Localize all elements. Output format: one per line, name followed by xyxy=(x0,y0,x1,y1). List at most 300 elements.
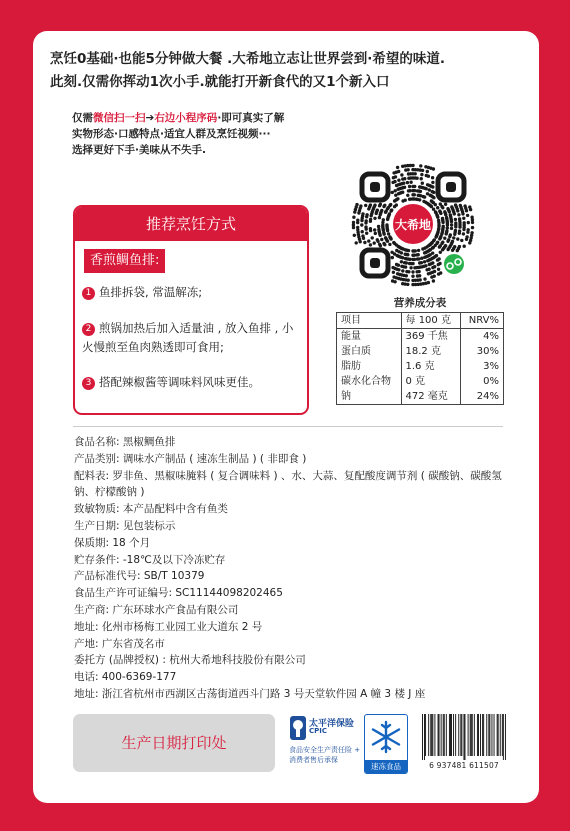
barcode-bar xyxy=(461,714,462,756)
info-line: 电话: 400-6369-177 xyxy=(74,671,177,684)
info-line: 贮存条件: -18℃及以下冷冻贮存 xyxy=(74,553,226,566)
qr-dot xyxy=(403,186,406,189)
step-text: 鱼排拆袋, 常温解冻; xyxy=(99,285,203,299)
qr-dot xyxy=(446,226,449,229)
barcode-bar xyxy=(441,714,442,756)
qr-dot xyxy=(420,177,423,180)
table-header-row xyxy=(337,313,504,329)
qr-dot xyxy=(411,279,414,282)
cpic-line-1: 食品安全生产责任险 + xyxy=(289,746,361,754)
qr-dot xyxy=(432,279,435,282)
qr-dot xyxy=(466,214,469,217)
qr-dot xyxy=(356,219,359,222)
qr-dot xyxy=(420,257,423,260)
qr-dot xyxy=(364,225,367,228)
qr-dot xyxy=(450,220,453,223)
qr-dot xyxy=(384,236,387,239)
table-row xyxy=(337,374,504,389)
qr-dot xyxy=(390,208,393,211)
qr-dot xyxy=(436,216,439,219)
qr-dot xyxy=(405,270,408,273)
scan-instructions xyxy=(72,110,332,158)
qr-dot xyxy=(420,173,423,176)
qr-dot xyxy=(456,209,459,212)
qr-dot xyxy=(404,199,407,202)
qr-dot xyxy=(434,235,437,238)
qr-dot xyxy=(369,203,372,206)
nutrition-facts xyxy=(336,294,504,405)
barcode-bar xyxy=(491,714,492,756)
nutrition-title: 营养成分表 xyxy=(393,297,447,309)
qr-dot xyxy=(427,272,430,275)
qr-dot xyxy=(373,217,376,220)
qr-dot xyxy=(423,277,426,280)
qr-dot xyxy=(448,210,451,213)
info-line: 生产日期: 见包装标示 xyxy=(74,519,176,532)
barcode-bar xyxy=(460,714,461,756)
barcode-bar xyxy=(432,714,433,756)
cpic-name: 太平洋保险 xyxy=(309,719,355,729)
qr-dot xyxy=(401,191,404,194)
table-row xyxy=(337,344,504,359)
qr-dot xyxy=(416,274,419,277)
barcode-bar xyxy=(500,714,501,756)
qr-dot xyxy=(431,176,434,179)
qr-dot xyxy=(432,191,435,194)
qr-dot xyxy=(438,245,441,248)
qr-dot xyxy=(404,257,407,260)
recipe-step xyxy=(82,373,304,392)
qr-dot xyxy=(378,243,381,246)
qr-dot xyxy=(380,238,383,241)
table-cell: 3% xyxy=(461,359,504,374)
qr-dot xyxy=(418,261,421,264)
barcode-bar xyxy=(472,714,473,756)
info-line: 地址: 浙江省杭州市西湖区古荡街道西斗门路 3 号天堂软件园 A 幢 3 楼 J 座 xyxy=(74,687,426,700)
step-number: 3 xyxy=(82,377,95,390)
info-line: 地址: 化州市杨梅工业园工业大道东 2 号 xyxy=(74,620,263,633)
barcode-bar xyxy=(446,714,447,756)
snowflake-icon xyxy=(365,715,407,759)
qr-dot xyxy=(364,204,367,207)
qr-dot xyxy=(454,225,457,228)
qr-dot xyxy=(380,209,383,212)
qr-dot xyxy=(448,235,451,238)
table-cell: 472 毫克 xyxy=(401,389,461,405)
table-row xyxy=(337,389,504,405)
table-cell: 碳水化合物 xyxy=(337,374,402,389)
qr-dot xyxy=(436,258,439,261)
cpic-abbr: CPIC xyxy=(309,727,328,735)
qr-dot xyxy=(411,283,414,286)
qr-dot xyxy=(385,223,388,226)
qr-dot xyxy=(450,223,453,226)
qr-dot xyxy=(401,282,404,285)
barcode-bar xyxy=(478,714,479,756)
qr-brand-text: 大希地 xyxy=(394,218,432,232)
qr-dot xyxy=(400,173,403,176)
barcode-bar xyxy=(483,714,484,756)
qr-dot xyxy=(458,225,461,228)
table-row xyxy=(337,359,504,374)
qr-dot xyxy=(432,196,435,199)
qr-dot xyxy=(462,217,465,220)
info-line: 配料表: 罗非鱼、黑椒味腌料 ( 复合调味料 ) 、水、大蒜、复配酸度调节剂 ( 碳酸钠、碳酸氢钠、柠檬酸钠 ) xyxy=(74,469,502,499)
qr-dot xyxy=(392,271,395,274)
step-text: 煎锅加热后加入适量油 , 放入鱼排 , 小火慢煎至鱼肉熟透即可食用; xyxy=(82,321,294,354)
frozen-food-label: 速冻食品 xyxy=(365,760,407,773)
qr-dot xyxy=(378,216,381,219)
barcode-bar xyxy=(465,714,466,760)
qr-dot xyxy=(374,232,377,235)
info-line: 致敏物质: 本产品配料中含有鱼类 xyxy=(74,503,228,516)
qr-dot xyxy=(403,177,406,180)
qr-dot xyxy=(463,221,466,224)
qr-dot xyxy=(437,272,440,275)
table-cell: 1.6 克 xyxy=(401,359,461,374)
qr-dot xyxy=(461,212,464,215)
info-line: 食品生产许可证编号: SC11144098202465 xyxy=(74,587,283,600)
table-cell: 能量 xyxy=(337,329,402,345)
barcode-bar xyxy=(458,714,459,756)
qr-dot xyxy=(451,249,454,252)
qr-dot xyxy=(452,236,455,239)
qr-dot xyxy=(416,257,419,260)
barcode-bar xyxy=(431,714,432,756)
qr-dot xyxy=(446,248,449,251)
qr-dot xyxy=(360,223,363,226)
finder-bottom-left-icon xyxy=(362,250,388,276)
qr-dot xyxy=(376,209,379,212)
qr-dot xyxy=(365,219,368,222)
qr-dot xyxy=(395,203,398,206)
qr-dot xyxy=(355,203,358,206)
barcode-bar xyxy=(434,714,435,756)
qr-dot xyxy=(431,181,434,184)
qr-dot xyxy=(441,221,444,224)
qr-dot xyxy=(408,185,411,188)
recipe-step xyxy=(82,283,304,302)
qr-dot xyxy=(367,239,370,242)
qr-dot xyxy=(365,232,368,235)
scan-line-3: 选择更好下手·美味从不失手. xyxy=(72,144,206,156)
production-date-print-area: 生产日期打印处 xyxy=(73,714,275,772)
qr-dot xyxy=(463,245,466,248)
qr-dot xyxy=(441,206,444,209)
barcode-bar xyxy=(488,714,489,756)
info-line: 委托方 (品牌授权) : 杭州大希地科技股份有限公司 xyxy=(74,654,306,667)
qr-dot xyxy=(397,179,400,182)
qr-dot xyxy=(467,221,470,224)
qr-dot xyxy=(418,198,421,201)
qr-dot xyxy=(438,237,441,240)
qr-dot xyxy=(413,189,416,192)
qr-dot xyxy=(471,221,474,224)
qr-dot xyxy=(369,218,372,221)
qr-dot xyxy=(361,212,364,215)
qr-dot xyxy=(388,243,391,246)
qr-dot xyxy=(462,228,465,231)
qr-dot xyxy=(431,185,434,188)
qr-dot xyxy=(390,251,393,254)
qr-dot xyxy=(352,216,355,219)
qr-dot xyxy=(377,225,380,228)
qr-dot xyxy=(446,222,449,225)
qr-dot xyxy=(462,232,465,235)
qr-dot xyxy=(369,227,372,230)
qr-dot xyxy=(400,265,403,268)
qr-dot xyxy=(423,251,426,254)
barcode-bar xyxy=(486,714,487,756)
qr-dot xyxy=(469,208,472,211)
qr-dot xyxy=(471,226,474,229)
table-cell: 脂肪 xyxy=(337,359,402,374)
qr-dot xyxy=(415,177,418,180)
qr-dot xyxy=(395,263,398,266)
scan-wechat: 微信扫一扫 xyxy=(93,112,146,124)
qr-dot xyxy=(408,262,411,265)
qr-dot xyxy=(361,234,364,237)
qr-dot xyxy=(391,266,394,269)
barcode-bar xyxy=(453,714,454,756)
table-cell: 钠 xyxy=(337,389,402,405)
qr-dot xyxy=(458,232,461,235)
qr-dot xyxy=(353,234,356,237)
qr-dot xyxy=(365,213,368,216)
scan-line-2: 实物形态·口感特点·适宜人群及烹饪视频··· xyxy=(72,128,271,140)
qr-dot xyxy=(411,249,414,252)
qr-dot xyxy=(382,218,385,221)
qr-dot xyxy=(355,241,358,244)
barcode-bar xyxy=(482,714,483,756)
info-line: 产品标准代号: SB/T 10379 xyxy=(74,570,205,583)
barcode-bar xyxy=(443,714,444,756)
qr-dot xyxy=(446,240,449,243)
barcode-bar xyxy=(439,714,440,756)
finder-top-left-icon xyxy=(362,174,388,200)
table-cell: 0 克 xyxy=(401,374,461,389)
qr-dot xyxy=(411,275,414,278)
step-number: 1 xyxy=(82,287,95,300)
qr-dot xyxy=(453,212,456,215)
barcode-bar xyxy=(474,714,475,756)
qr-dot xyxy=(443,237,446,240)
qr-dot xyxy=(396,166,399,169)
qr-dot xyxy=(392,241,395,244)
qr-dot xyxy=(406,194,409,197)
qr-dot xyxy=(426,259,429,262)
qr-dot xyxy=(383,204,386,207)
mini-program-icon xyxy=(444,254,464,274)
qr-dot xyxy=(414,172,417,175)
barcode-bar xyxy=(480,714,481,756)
qr-dot xyxy=(421,182,424,185)
recipe-box xyxy=(73,205,309,415)
qr-dot xyxy=(409,181,412,184)
qr-dot xyxy=(430,275,433,278)
qr-dot xyxy=(428,263,431,266)
qr-dot xyxy=(361,230,364,233)
qr-dot xyxy=(432,167,435,170)
qr-dot xyxy=(439,212,442,215)
qr-dot xyxy=(419,164,422,167)
qr-dot xyxy=(406,181,409,184)
qr-dot xyxy=(379,203,382,206)
arrow-icon: ➔ xyxy=(145,112,155,124)
table-header: NRV% xyxy=(461,313,504,329)
qr-dot xyxy=(411,258,414,261)
qr-dot xyxy=(456,237,459,240)
barcode-bar xyxy=(438,714,439,756)
info-line: 食品名称: 黑椒鲷鱼排 xyxy=(74,436,176,448)
barcode-bar xyxy=(463,714,464,760)
qr-dot xyxy=(409,266,412,269)
qr-dot xyxy=(417,249,420,252)
qr-dot xyxy=(421,169,424,172)
barcode xyxy=(422,714,506,772)
info-line: 保质期: 18 个月 xyxy=(74,536,151,549)
barcode-bar xyxy=(425,714,426,756)
qr-dot xyxy=(407,168,410,171)
qr-dot xyxy=(391,256,394,259)
scan-suffix: ·即可真实了解 xyxy=(217,112,285,124)
qr-dot xyxy=(413,193,416,196)
barcode-bar xyxy=(468,714,469,756)
recipe-title: 推荐烹饪方式 xyxy=(75,207,307,241)
barcode-bar xyxy=(477,714,478,756)
nutrition-table xyxy=(336,312,504,405)
scan-prefix: 仅需 xyxy=(72,112,93,124)
qr-dot xyxy=(430,205,433,208)
table-cell: 蛋白质 xyxy=(337,344,402,359)
qr-dot xyxy=(453,233,456,236)
qr-dot xyxy=(454,221,457,224)
barcode-bar xyxy=(497,714,498,756)
qr-dot xyxy=(373,228,376,231)
barcode-bar xyxy=(502,714,503,756)
qr-dot xyxy=(388,235,391,238)
barcode-bar xyxy=(455,714,456,756)
product-info xyxy=(74,434,504,703)
qr-dot xyxy=(388,212,391,215)
intro-line-1: 烹饪0基础·也能5分钟做大餐 .大希地立志让世界尝到·希望的味道. xyxy=(50,51,445,67)
info-line: 产地: 广东省茂名市 xyxy=(74,637,165,650)
qr-dot xyxy=(359,204,362,207)
qr-dot xyxy=(392,275,395,278)
qr-dot xyxy=(396,197,399,200)
qr-dot xyxy=(423,195,426,198)
table-cell: 4% xyxy=(461,329,504,345)
qr-dot xyxy=(437,263,440,266)
qr-dot xyxy=(437,268,440,271)
qr-dot xyxy=(369,243,372,246)
barcode-bar xyxy=(470,714,471,756)
qr-dot xyxy=(382,242,385,245)
cpic-logo-icon xyxy=(289,715,307,741)
qr-dot xyxy=(460,239,463,242)
qr-dot xyxy=(426,170,429,173)
scan-target: 右边小程序码 xyxy=(154,112,218,124)
barcode-bar xyxy=(450,714,451,756)
qr-dot xyxy=(411,254,414,257)
qr-dot xyxy=(421,247,424,250)
qr-dot xyxy=(457,213,460,216)
barcode-bar xyxy=(489,714,490,756)
info-line: 生产商: 广东环球水产食品有限公司 xyxy=(74,603,239,616)
qr-dot xyxy=(389,203,392,206)
qr-dot xyxy=(397,170,400,173)
step-text: 搭配辣椒酱等调味料风味更佳。 xyxy=(99,375,260,389)
barcode-bar xyxy=(422,714,423,760)
info-line: 产品类别: 调味水产制品 ( 速冻生制品 ) ( 非即食 ) xyxy=(74,452,307,465)
frozen-food-badge xyxy=(364,714,408,774)
qr-dot xyxy=(425,187,428,190)
table-cell: 369 千焦 xyxy=(401,329,461,345)
barcode-bar xyxy=(430,714,431,756)
qr-dot xyxy=(403,261,406,264)
qr-dot xyxy=(371,236,374,239)
barcode-bar xyxy=(424,714,425,760)
table-header: 项目 xyxy=(337,313,402,329)
qr-dot xyxy=(415,270,418,273)
table-cell: 30% xyxy=(461,344,504,359)
barcode-bar xyxy=(428,714,429,756)
barcode-bar xyxy=(449,714,450,756)
qr-dot xyxy=(393,180,396,183)
table-cell: 0% xyxy=(461,374,504,389)
barcode-bar xyxy=(444,714,445,756)
qr-dot xyxy=(402,182,405,185)
qr-dot xyxy=(428,188,431,191)
qr-dot xyxy=(427,175,430,178)
qr-dot xyxy=(456,249,459,252)
qr-dot xyxy=(408,189,411,192)
section-divider xyxy=(73,426,503,427)
qr-dot xyxy=(458,221,461,224)
qr-dot xyxy=(400,260,403,263)
recipe-step xyxy=(82,319,304,357)
qr-dot xyxy=(419,190,422,193)
qr-dot xyxy=(377,228,380,231)
qr-dot xyxy=(466,231,469,234)
qr-dot xyxy=(434,203,437,206)
qr-dot xyxy=(425,268,428,271)
qr-dot xyxy=(391,279,394,282)
qr-dot xyxy=(437,221,440,224)
qr-dot xyxy=(465,238,468,241)
qr-dot xyxy=(373,204,376,207)
intro-line-2: 此刻.仅需你挥动1次小手.就能打开新食代的又1个新入口 xyxy=(50,74,390,90)
qr-dot xyxy=(436,206,439,209)
qr-dot xyxy=(450,227,453,230)
qr-dot xyxy=(465,209,468,212)
qr-dot xyxy=(423,260,426,263)
cpic-line-2: 消费者售后承保 xyxy=(289,756,338,764)
finder-top-right-icon xyxy=(438,174,464,200)
table-cell: 24% xyxy=(461,389,504,405)
qr-dot xyxy=(439,251,442,254)
barcode-bar xyxy=(505,714,506,760)
qr-dot xyxy=(432,208,435,211)
qr-dot xyxy=(411,164,414,167)
table-header: 每 100 克 xyxy=(401,313,461,329)
qr-dot xyxy=(411,270,414,273)
table-row xyxy=(337,329,504,345)
qr-dot xyxy=(431,266,434,269)
qr-dot xyxy=(454,218,457,221)
qr-dot xyxy=(394,175,397,178)
mini-program-qr-code[interactable] xyxy=(348,160,478,290)
